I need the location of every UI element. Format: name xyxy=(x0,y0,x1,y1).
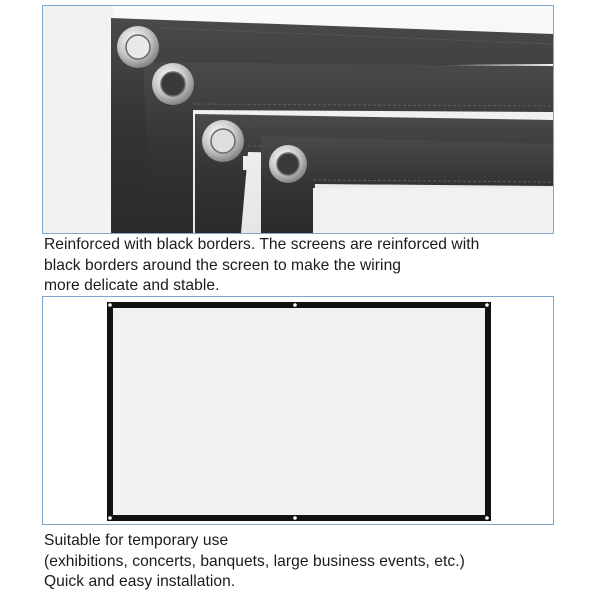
grommet-icon xyxy=(293,516,297,520)
caption-line: Quick and easy installation. xyxy=(44,573,236,590)
grommet-icon xyxy=(485,303,489,307)
border-closeup-photo xyxy=(42,5,554,234)
grommet-icon xyxy=(202,120,244,162)
grommet-icon xyxy=(152,63,194,105)
grommet-icon xyxy=(269,145,307,183)
grommet-icon xyxy=(108,303,112,307)
projection-screen-illustration xyxy=(43,297,553,524)
grommet-icon xyxy=(117,26,159,68)
usage-description xyxy=(44,531,465,593)
caption-line: black borders around the screen to make the wiring xyxy=(44,256,402,274)
grommet-icon xyxy=(108,516,112,520)
caption-line: Suitable for temporary use xyxy=(44,532,229,549)
screen-surface xyxy=(113,308,485,515)
caption-line: Reinforced with black borders. The screens are reinforced with xyxy=(44,236,480,253)
fabric-borders-illustration xyxy=(43,6,553,233)
caption-line: more delicate and stable. xyxy=(44,277,220,294)
caption-line: (exhibitions, concerts, banquets, large business events, etc.) xyxy=(44,552,465,570)
projection-screen-photo xyxy=(42,296,554,525)
grommet-icon xyxy=(293,303,297,307)
border-description xyxy=(44,235,479,297)
grommet-icon xyxy=(485,516,489,520)
